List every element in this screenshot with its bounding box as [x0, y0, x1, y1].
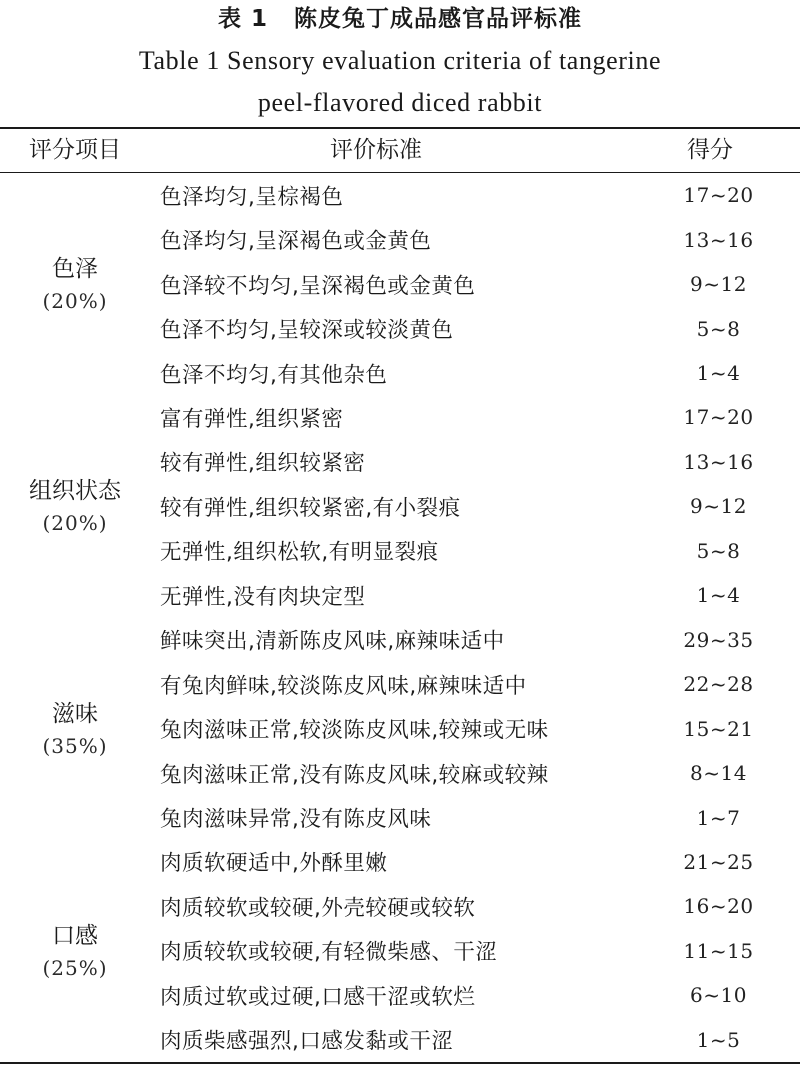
group-weight: (35%) — [42, 733, 108, 758]
criteria-cell: 肉质过软或过硬,口感干涩或软烂 — [160, 984, 476, 1010]
criteria-cell: 富有弹性,组织紧密 — [160, 406, 344, 432]
score-cell: 21~25 — [683, 849, 754, 874]
table-row — [150, 262, 780, 306]
criteria-cell: 色泽均匀,呈棕褐色 — [160, 184, 344, 210]
score-cell: 5~8 — [696, 316, 741, 341]
table-row — [150, 840, 780, 884]
score-cell: 17~20 — [683, 405, 754, 430]
criteria-cell: 兔肉滋味正常,较淡陈皮风味,较辣或无味 — [160, 718, 549, 744]
score-cell: 1~7 — [696, 805, 741, 830]
table-row — [150, 751, 780, 795]
score-cell: 8~14 — [690, 761, 747, 786]
score-cell: 1~5 — [696, 1027, 741, 1052]
criteria-cell: 兔肉滋味异常,没有陈皮风味 — [160, 807, 432, 833]
table-title-en-line2: peel-flavored diced rabbit — [257, 88, 543, 117]
table-row — [150, 973, 780, 1017]
group-label — [0, 840, 150, 1062]
score-cell: 15~21 — [683, 716, 754, 741]
group-label — [0, 618, 150, 840]
table-row — [150, 395, 780, 439]
group-name: 滋味 — [52, 700, 98, 727]
criteria-cell: 兔肉滋味正常,没有陈皮风味,较麻或较辣 — [160, 762, 549, 788]
score-cell: 5~8 — [696, 538, 741, 563]
criteria-cell: 鲜味突出,清新陈皮风味,麻辣味适中 — [160, 629, 505, 655]
score-cell: 29~35 — [683, 627, 754, 652]
table-row — [150, 217, 780, 261]
table-row — [150, 929, 780, 973]
group-weight: (20%) — [42, 511, 108, 536]
table-number: 表 1 — [217, 6, 268, 32]
criteria-cell: 肉质软硬适中,外酥里嫩 — [160, 851, 388, 877]
table-row — [150, 529, 780, 573]
group-label — [0, 173, 150, 395]
group-name: 组织状态 — [29, 478, 121, 505]
header-criteria: 评价标准 — [330, 137, 422, 163]
table-row — [150, 795, 780, 839]
score-cell: 11~15 — [683, 938, 754, 963]
table-row — [150, 573, 780, 617]
table-row — [150, 484, 780, 528]
score-cell: 6~10 — [690, 983, 747, 1008]
table-row — [150, 662, 780, 706]
table-row — [150, 306, 780, 350]
table-title-text: 陈皮兔丁成品感官品评标准 — [294, 6, 582, 32]
criteria-cell: 色泽均匀,呈深褐色或金黄色 — [160, 229, 432, 255]
table-row — [150, 1018, 780, 1062]
table-row — [150, 706, 780, 750]
table-body — [0, 173, 800, 1062]
group-weight: (20%) — [42, 289, 108, 314]
criteria-cell: 无弹性,没有肉块定型 — [160, 584, 366, 610]
score-cell: 13~16 — [683, 449, 754, 474]
table-row — [150, 884, 780, 928]
criteria-cell: 肉质较软或较硬,有轻微柴感、干涩 — [160, 940, 498, 966]
criteria-cell: 色泽不均匀,有其他杂色 — [160, 362, 388, 388]
group-name: 色泽 — [52, 256, 98, 283]
criteria-cell: 无弹性,组织松软,有明显裂痕 — [160, 540, 439, 566]
criteria-cell: 肉质柴感强烈,口感发黏或干涩 — [160, 1029, 454, 1055]
score-cell: 22~28 — [683, 672, 754, 697]
group-name: 口感 — [52, 922, 98, 949]
table-title-en-line1: Table 1 Sensory evaluation criteria of tangerine — [138, 46, 662, 75]
score-cell: 1~4 — [696, 583, 741, 608]
score-cell: 17~20 — [683, 183, 754, 208]
header-item: 评分项目 — [29, 137, 121, 163]
score-cell: 9~12 — [690, 494, 747, 519]
criteria-cell: 较有弹性,组织较紧密,有小裂痕 — [160, 495, 461, 521]
table-row — [150, 173, 780, 217]
table-row — [150, 351, 780, 395]
table-bottom-rule — [0, 1062, 800, 1064]
header-score: 得分 — [687, 137, 733, 163]
criteria-cell: 肉质较软或较硬,外壳较硬或较软 — [160, 895, 476, 921]
score-cell: 16~20 — [683, 894, 754, 919]
group-weight: (25%) — [42, 955, 108, 980]
table-row — [150, 618, 780, 662]
criteria-cell: 色泽较不均匀,呈深褐色或金黄色 — [160, 273, 476, 299]
table-title-zh — [0, 2, 800, 36]
score-cell: 13~16 — [683, 227, 754, 252]
score-cell: 9~12 — [690, 272, 747, 297]
criteria-cell: 有兔肉鲜味,较淡陈皮风味,麻辣味适中 — [160, 673, 527, 699]
table-row — [150, 440, 780, 484]
group-label — [0, 395, 150, 617]
criteria-cell: 较有弹性,组织较紧密 — [160, 451, 366, 477]
score-cell: 1~4 — [696, 361, 741, 386]
criteria-cell: 色泽不均匀,呈较深或较淡黄色 — [160, 318, 454, 344]
